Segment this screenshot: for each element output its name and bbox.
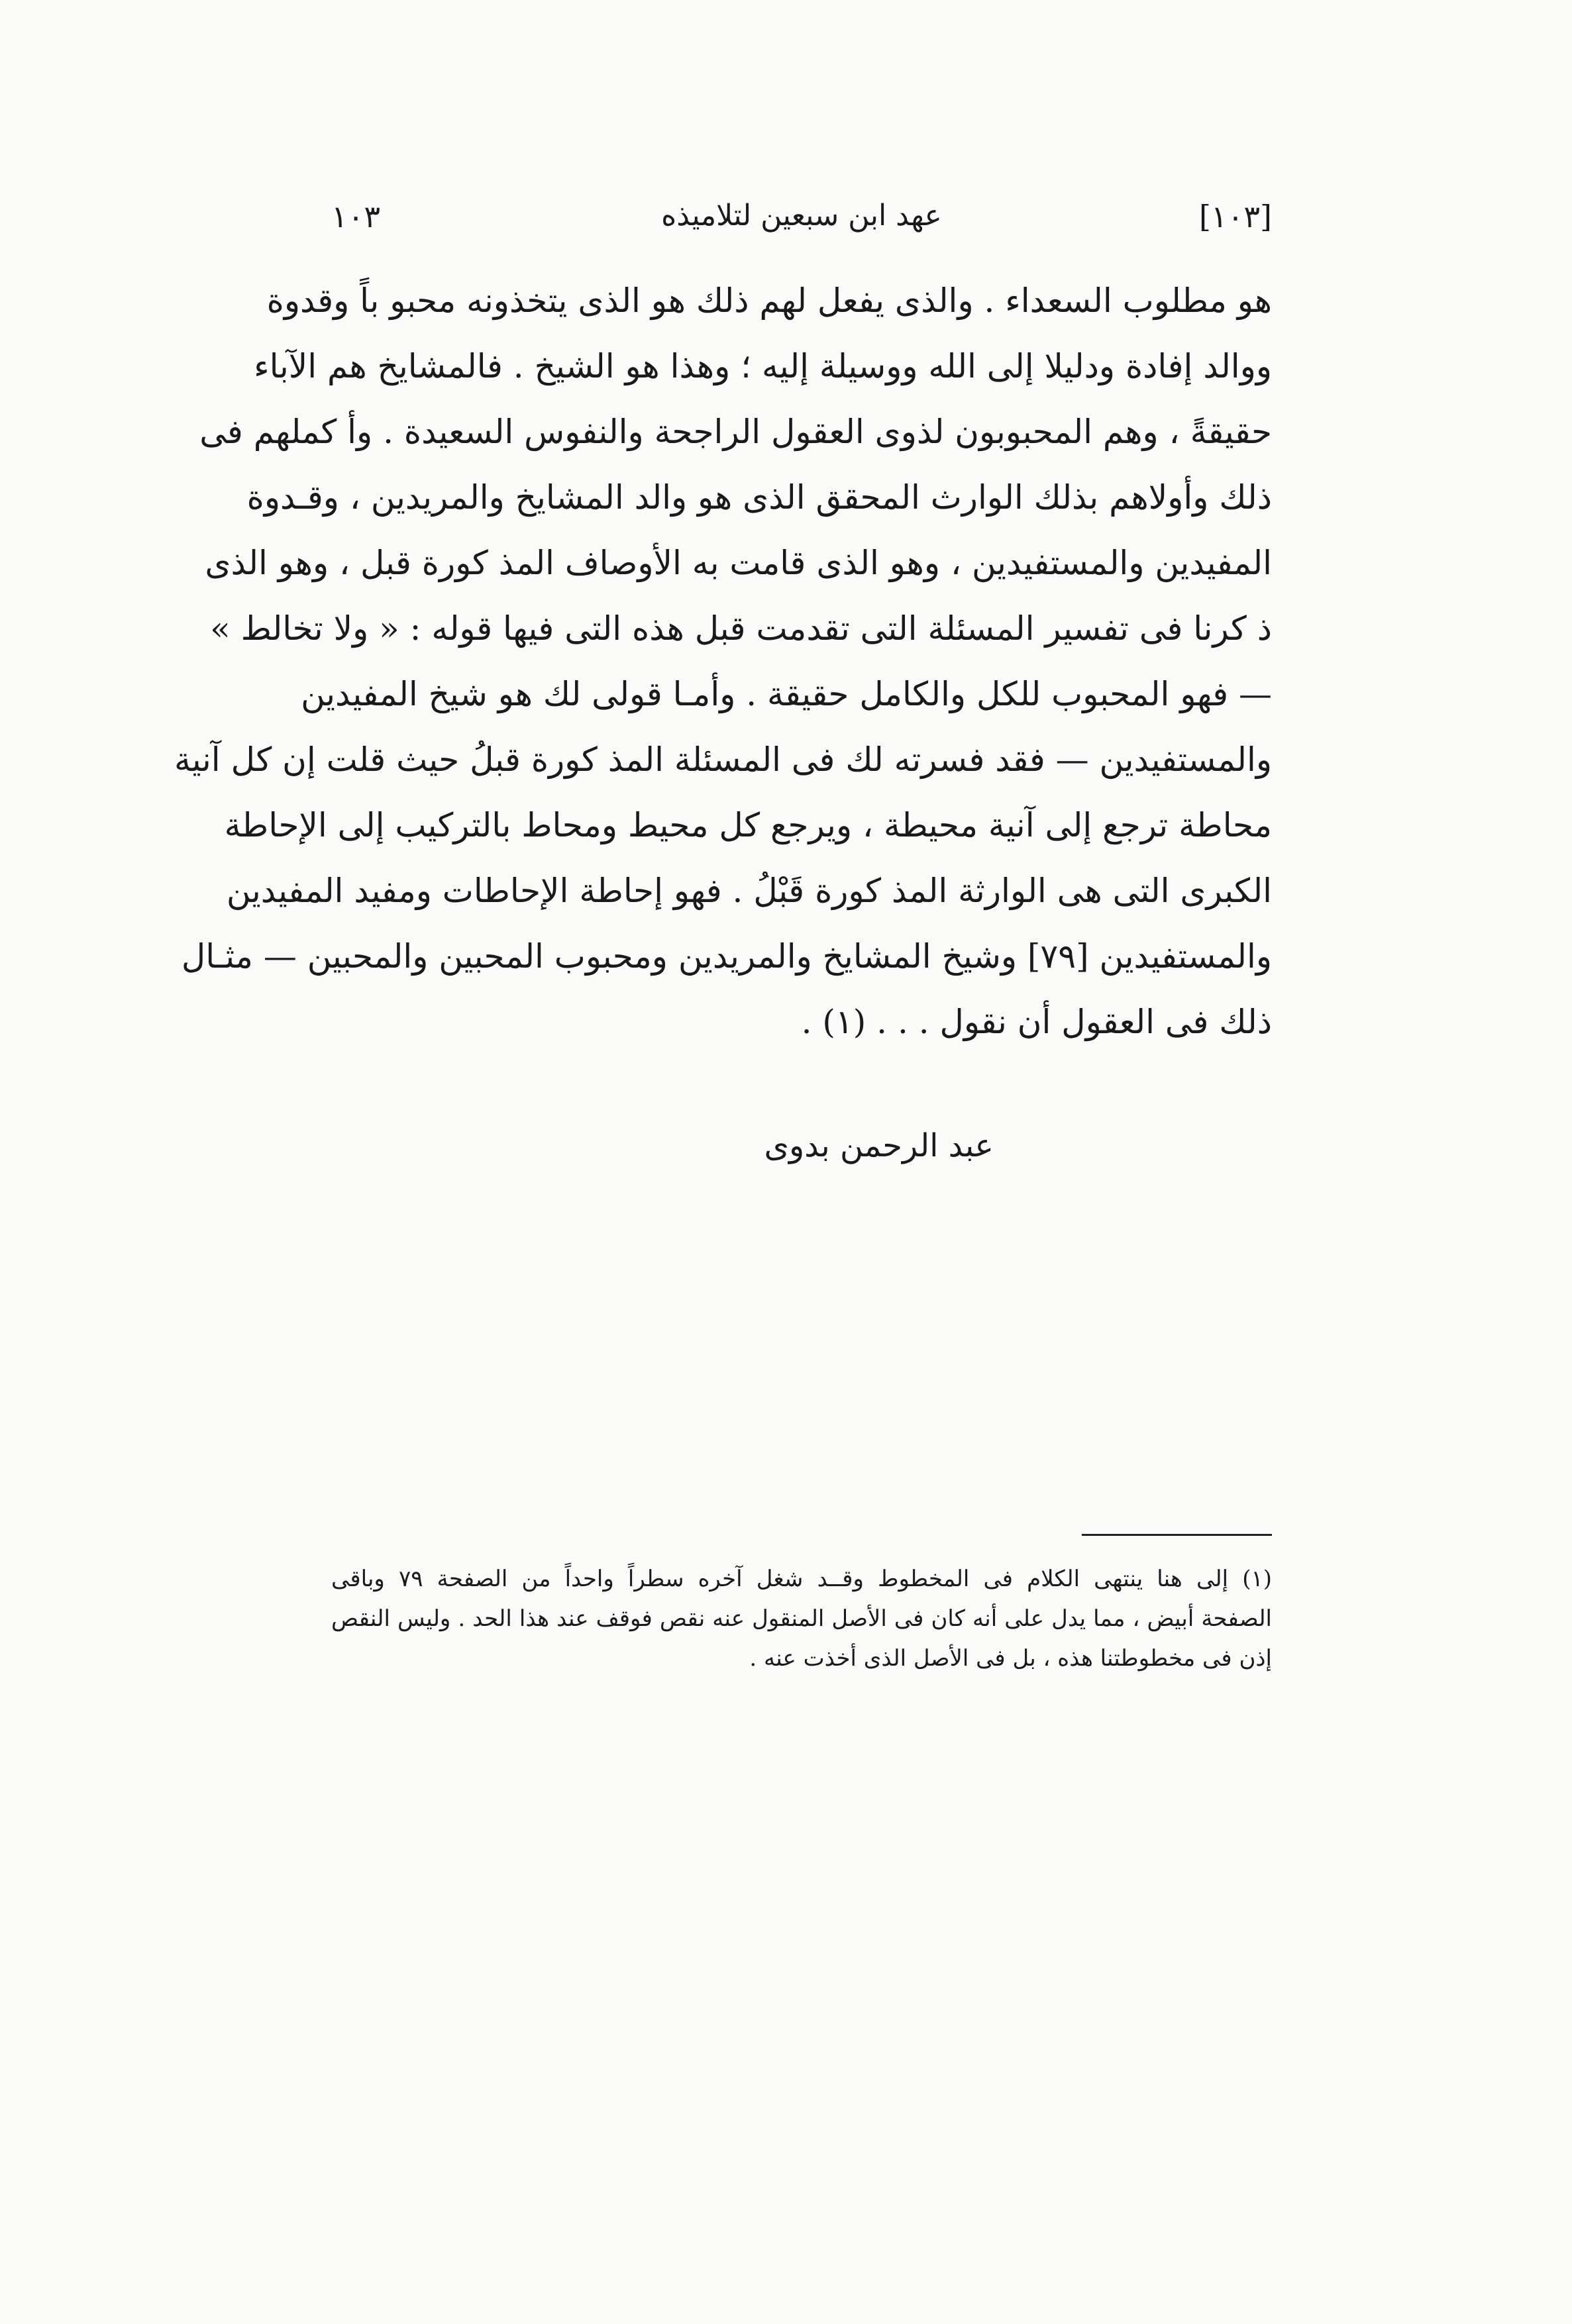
running-title: عهد ابن سبعين لتلاميذه: [661, 199, 942, 232]
text-line: ذ كرنا فى تفسير المسئلة التى تقدمت قبل هذه التى فيها قوله : « ولا تخالط »: [210, 609, 1272, 648]
page-number: ١٠٣: [331, 199, 381, 234]
text-line: ووالد إفادة ودليلا إلى الله ووسيلة إليه ؛ وهذا هو الشيخ . فالمشايخ هم الآباء: [254, 347, 1272, 385]
page-reference: [١٠٣]: [1198, 199, 1272, 234]
text-line: — فهو المحبوب للكل والكامل حقيقة . وأمـا قولى لك هو شيخ المفيدين: [301, 675, 1272, 713]
footnote-line: (١) إلى هنا ينتهى الكلام فى المخطوط وقــد شغل آخره سطراً واحداً من الصفحة ٧٩ وباقى: [331, 1566, 1273, 1592]
page-header: [331, 199, 1272, 252]
text-line: ذلك وأولاهم بذلك الوارث المحقق الذى هو والد المشايخ والمريدين ، وقـدوة: [246, 478, 1272, 517]
text-line: المفيدين والمستفيدين ، وهو الذى قامت به الأوصاف المذ كورة قبل ، وهو الذى: [205, 544, 1272, 582]
footnote-line: الصفحة أبيض ، مما يدل على أنه كان فى الأصل المنقول عنه نقص فوقف عند هذا الحد . وليس النقص: [331, 1605, 1272, 1632]
text-line: حقيقةً ، وهم المحبوبون لذوى العقول الراجحة والنفوس السعيدة . وأ كملهم فى: [199, 413, 1272, 451]
footnote-divider: [1082, 1534, 1272, 1536]
text-line: هو مطلوب السعداء . والذى يفعل لهم ذلك هو الذى يتخذونه محبو باً وقدوة: [266, 281, 1272, 320]
author-signature: عبد الرحمن بدوى: [764, 1127, 994, 1164]
text-line: والمستفيدين [٧٩] وشيخ المشايخ والمريدين ومحبوب المحبين والمحبين — مثـال: [181, 937, 1272, 976]
text-line: الكبرى التى هى الوارثة المذ كورة قَبْلُ . فهو إحاطة الإحاطات ومفيد المفيدين: [226, 872, 1272, 910]
text-line: ذلك فى العقول أن نقول . . . (١) .: [801, 1003, 1272, 1041]
footnotes: [331, 1559, 1272, 1678]
footnote-line: إذن فى مخطوطتنا هذه ، بل فى الأصل الذى أخذت عنه .: [749, 1645, 1272, 1672]
text-line: والمستفيدين — فقد فسرته لك فى المسئلة المذ كورة قبلُ حيث قلت إن كل آنية: [174, 740, 1272, 779]
text-line: محاطة ترجع إلى آنية محيطة ، ويرجع كل محيط ومحاط بالتركيب إلى الإحاطة: [224, 806, 1272, 844]
main-text: [174, 268, 1272, 1055]
